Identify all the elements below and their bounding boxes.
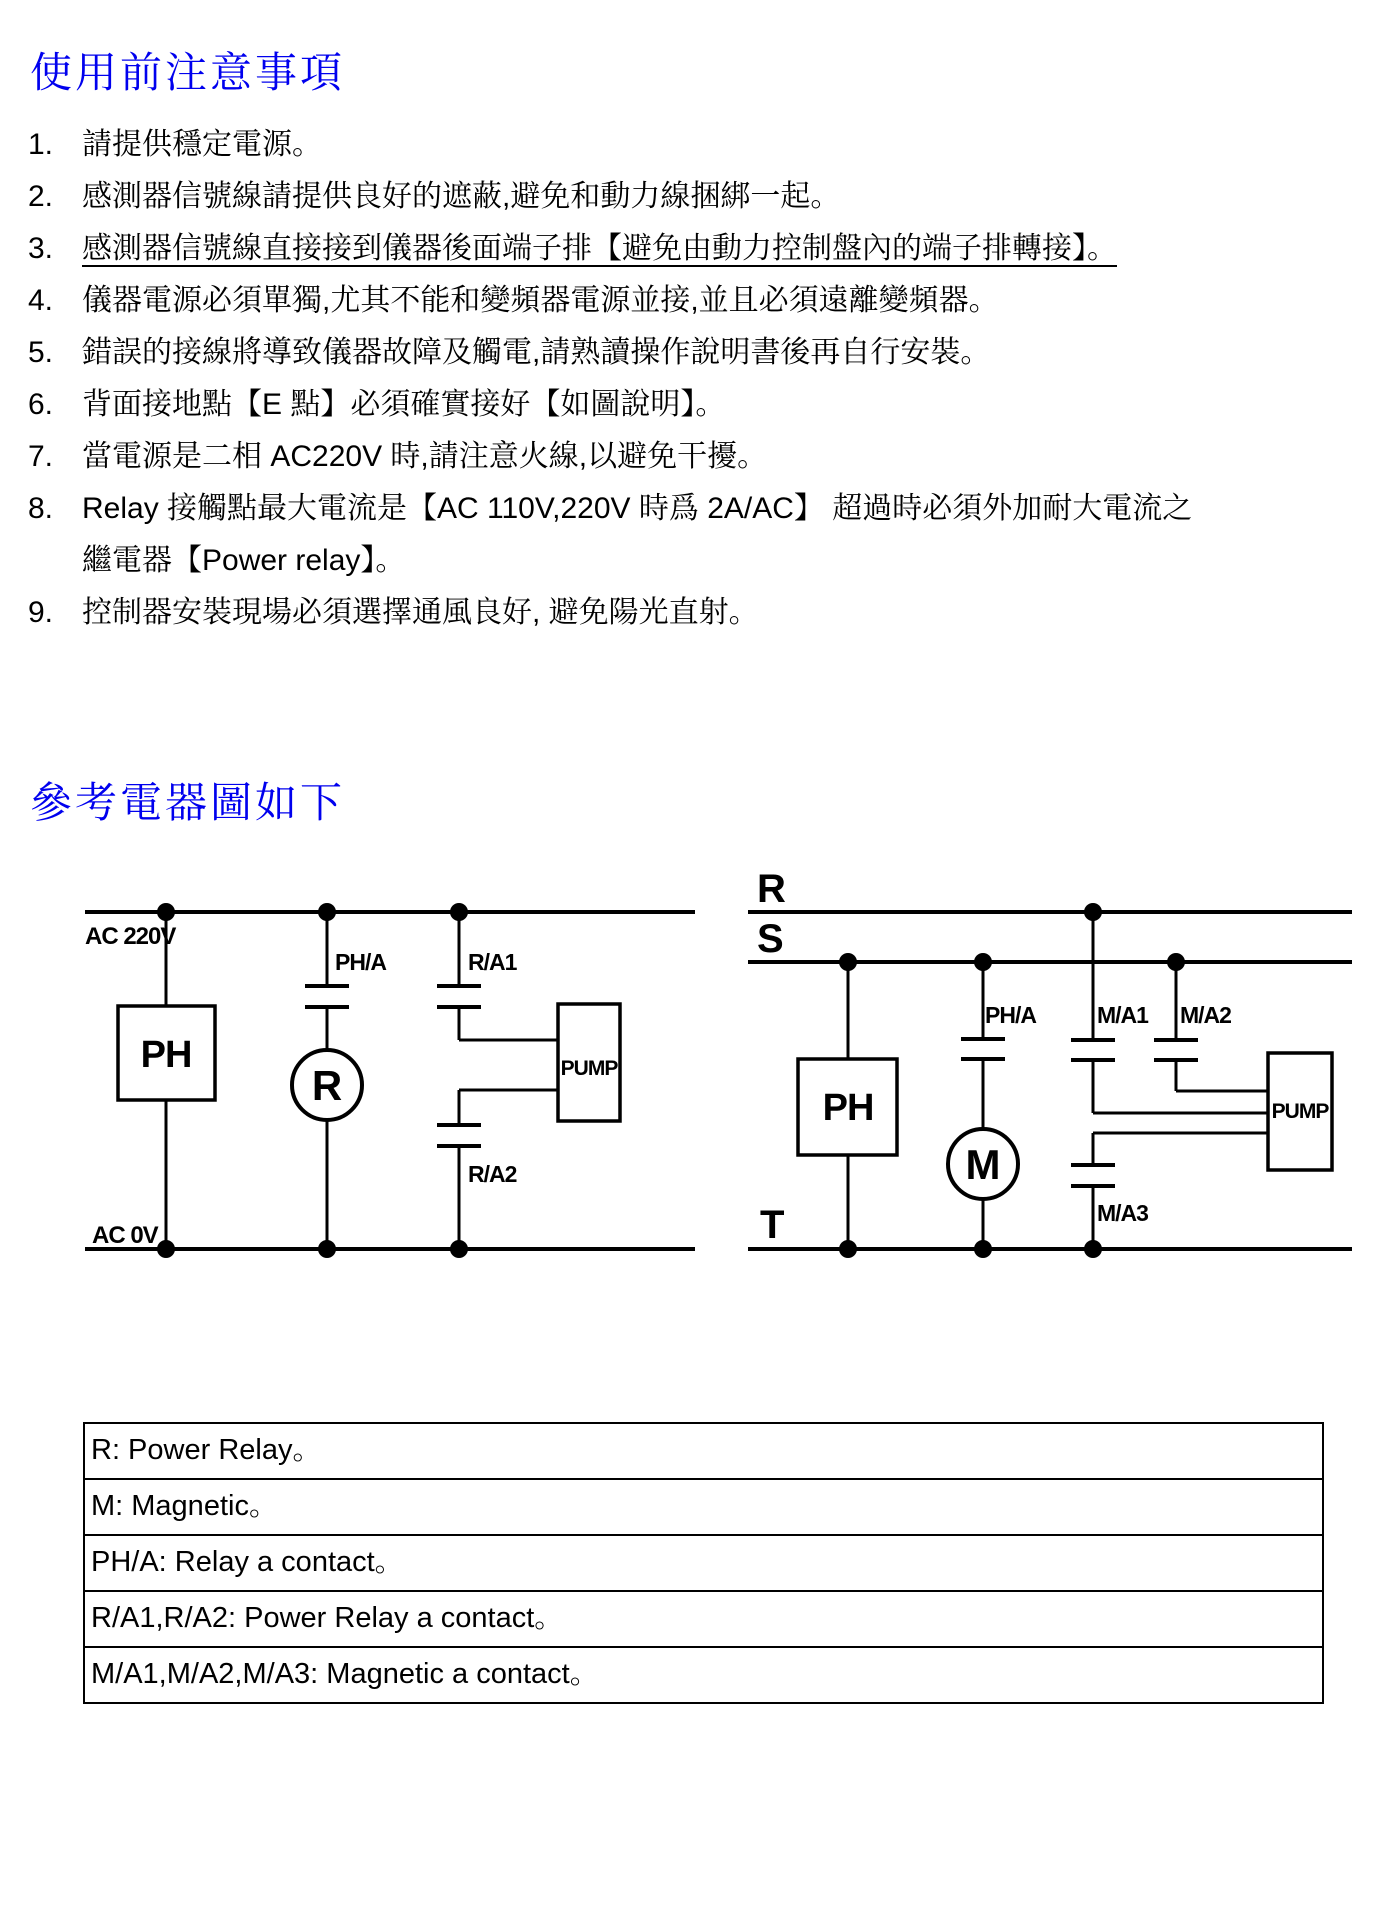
pump-label-left: PUMP — [560, 1057, 618, 1080]
note-text — [82, 483, 1358, 587]
legend-row-r: R: Power Relay。 — [85, 1424, 1322, 1480]
note-text-line1: Relay 接觸點最大電流是【AC 110V,220V 時爲 2A/AC】 超過時必須外加耐大電流之 — [82, 492, 1193, 525]
note-item-7 — [28, 431, 1358, 483]
notes-list — [28, 119, 1358, 639]
junction-dot — [157, 1240, 175, 1258]
note-item-1 — [28, 119, 1358, 171]
note-text-line2: 繼電器【Power relay】。 — [82, 544, 406, 577]
note-item-8 — [28, 483, 1358, 587]
junction-dot — [1084, 903, 1102, 921]
note-item-9 — [28, 587, 1358, 639]
note-text: 當電源是二相 AC220V 時,請注意火線,以避免干擾。 — [82, 440, 768, 473]
junction-dot — [450, 1240, 468, 1258]
junction-dot — [1167, 953, 1185, 971]
motor-coil-label: M — [965, 1141, 1001, 1188]
circuit-diagram-svg — [0, 830, 1383, 1300]
note-text: 背面接地點【E 點】必須確實接好【如圖說明】。 — [82, 388, 726, 421]
junction-dot — [839, 1240, 857, 1258]
rail-s-label: S — [757, 917, 784, 961]
junction-dot — [157, 903, 175, 921]
relay-coil-label: R — [311, 1062, 343, 1109]
pha-contact-label-right: PH/A — [985, 1002, 1036, 1028]
note-item-3 — [28, 223, 1358, 275]
note-number: 1. — [28, 128, 54, 161]
junction-dot — [974, 953, 992, 971]
rail-r-label: R — [757, 867, 786, 911]
legend-row-ma: M/A1,M/A2,M/A3: Magnetic a contact。 — [91, 1658, 599, 1690]
note-item-4 — [28, 275, 1358, 327]
legend-row-m: M: Magnetic。 — [85, 1480, 1322, 1536]
left-circuit — [85, 903, 695, 1258]
legend-row-pha: PH/A: Relay a contact。 — [85, 1536, 1322, 1592]
note-number: 2. — [28, 180, 54, 213]
ra2-contact-label: R/A2 — [468, 1161, 517, 1187]
junction-dot — [839, 953, 857, 971]
note-text: 控制器安裝現場必須選擇通風良好, 避免陽光直射。 — [82, 596, 759, 629]
note-text: 錯誤的接線將導致儀器故障及觸電,請熟讀操作說明書後再自行安裝。 — [82, 336, 991, 369]
note-text: 感測器信號線請提供良好的遮蔽,避免和動力線捆綁一起。 — [82, 180, 841, 213]
note-number: 8. — [28, 492, 54, 525]
right-circuit — [748, 867, 1352, 1258]
note-number: 5. — [28, 336, 54, 369]
section2-title: 參考電器圖如下 — [30, 779, 346, 826]
note-text-underlined: 感測器信號線直接接到儀器後面端子排【避免由動力控制盤內的端子排轉接】。 — [82, 232, 1117, 265]
note-number: 4. — [28, 284, 54, 317]
legend-row-ra: R/A1,R/A2: Power Relay a contact。 — [85, 1592, 1322, 1648]
junction-dot — [1084, 1240, 1102, 1258]
note-number: 6. — [28, 388, 54, 421]
note-number: 9. — [28, 596, 54, 629]
rail-t-label: T — [760, 1203, 785, 1247]
legend-table — [83, 1422, 1324, 1704]
note-item-2 — [28, 171, 1358, 223]
note-item-5 — [28, 327, 1358, 379]
ma1-contact-label: M/A1 — [1097, 1002, 1148, 1028]
note-text: 請提供穩定電源。 — [82, 128, 322, 161]
ra1-contact-label: R/A1 — [468, 949, 517, 975]
ac220v-label: AC 220V — [85, 923, 176, 950]
note-item-6 — [28, 379, 1358, 431]
ma3-contact-label: M/A3 — [1097, 1200, 1148, 1226]
junction-dot — [318, 1240, 336, 1258]
note-number: 7. — [28, 440, 54, 473]
ph-controller-label-right: PH — [822, 1087, 874, 1129]
note-text: 儀器電源必須單獨,尤其不能和變頻器電源並接,並且必須遠離變頻器。 — [82, 284, 999, 317]
ph-controller-label: PH — [140, 1034, 192, 1076]
pump-label-right: PUMP — [1271, 1100, 1329, 1123]
pha-contact-label: PH/A — [335, 949, 386, 975]
junction-dot — [318, 903, 336, 921]
section1-title: 使用前注意事項 — [30, 49, 346, 96]
ac0v-label: AC 0V — [92, 1222, 158, 1249]
junction-dot — [450, 903, 468, 921]
ma2-contact-label: M/A2 — [1180, 1002, 1231, 1028]
note-number: 3. — [28, 232, 54, 265]
junction-dot — [974, 1240, 992, 1258]
